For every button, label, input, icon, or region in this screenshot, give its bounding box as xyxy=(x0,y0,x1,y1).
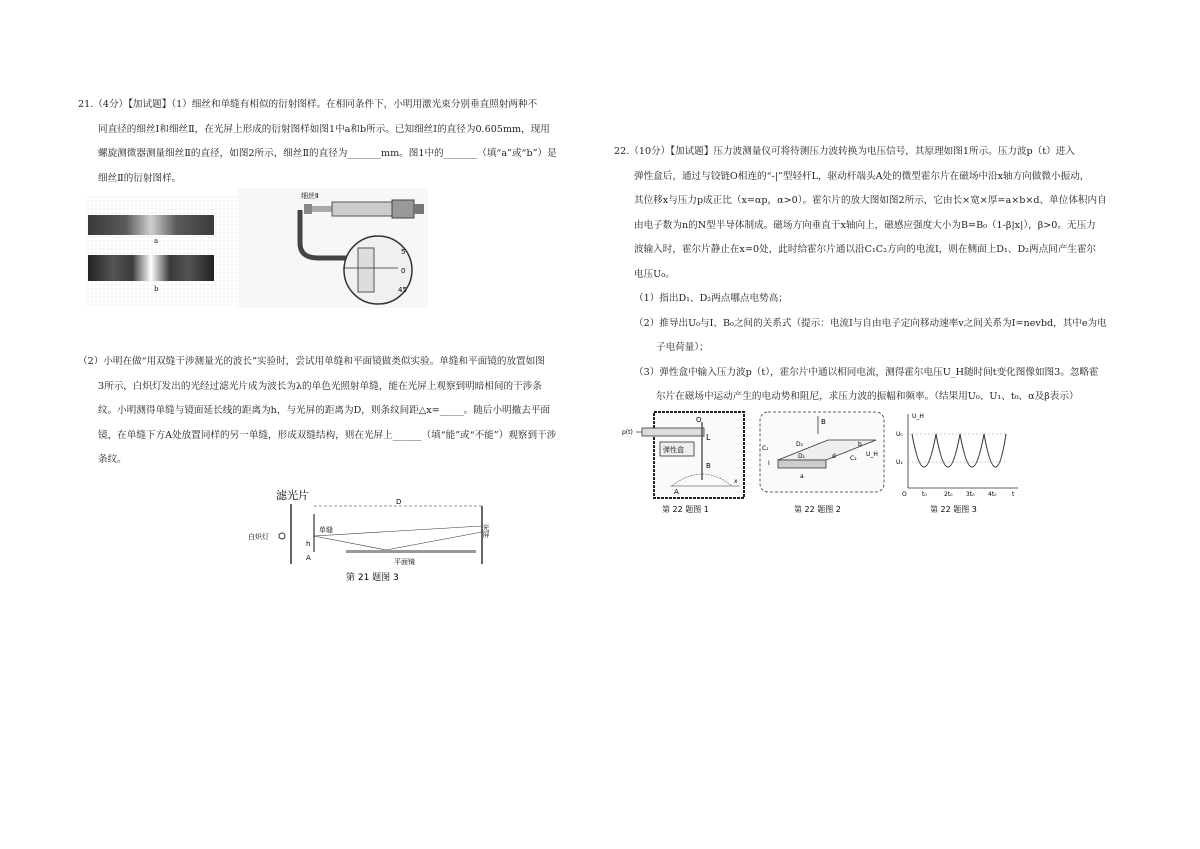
q21-p2-line-2: 3所示，白炽灯发出的光经过滤光片成为波长为λ的单色光照射单缝，能在光屏上观察到明暗相间的干涉条 xyxy=(98,380,542,392)
lamp-label: 白炽灯 xyxy=(248,533,269,541)
fig3-caption: 第 21 题图 3 xyxy=(346,573,399,583)
q21-p2-line-4: 镜，在单缝下方A处放置同样的另一单缝，形成双缝结构，则在光屏上______（填“能”或“不能”）观察到干涉 xyxy=(98,429,557,441)
q22-figure-3 xyxy=(894,410,1024,518)
label-a: a xyxy=(154,237,159,245)
fig1-caption: 第 22 题图 1 xyxy=(662,505,709,514)
q21-figure-3 xyxy=(246,484,502,586)
C1-label: C₁ xyxy=(762,445,769,452)
h-label: h xyxy=(306,540,311,548)
q21-p2-line-5: 条纹。 xyxy=(98,454,127,465)
q21-line-2: 同直径的细丝Ⅰ和细丝Ⅱ，在光屏上形成的衍射图样如图1中a和b所示。已知细丝Ⅰ的直径为0.605mm，现用 xyxy=(98,123,550,135)
q22-sub-2: （2）推导出U₀与I、B₀之间的关系式（提示：电流I与自由电子定向移动速率v之间关系为I=nevbd，其中e为电 xyxy=(634,317,1107,329)
q22-sub-3: （3）弹性盒中输入压力波p（t），霍尔片中通以相同电流，测得霍尔电压U_H随时间t变化图像如图3。忽略霍 xyxy=(634,366,1099,378)
question-21-part-2 xyxy=(78,350,593,473)
t0-tick: t₀ xyxy=(922,491,927,498)
L-label: L xyxy=(706,433,711,442)
label-b: b xyxy=(154,285,159,293)
ray-1 xyxy=(314,526,482,536)
B-label: B xyxy=(706,462,711,470)
U1-tick: U₁ xyxy=(896,459,903,466)
thimble xyxy=(392,200,414,218)
q21-line-4: 细丝Ⅱ的衍射图样。 xyxy=(98,172,182,184)
q22-line-3: 其位移x与压力p成正比（x=αp，α>0）。霍尔片的放大图如图2所示，它由长×宽×厚=a×b×d、单位体积内自 xyxy=(634,195,1107,206)
q21-line-3: 螺旋测微器测量细丝Ⅱ的直径，如图2所示，细丝Ⅱ的直径为_______mm。图1中的_______（填“a”或“b”）是 xyxy=(98,148,557,159)
ray-3 xyxy=(386,532,482,550)
A-label: A xyxy=(674,488,679,496)
slit-label: 单缝 xyxy=(319,526,333,534)
q21-p2-line-1: （2）小明在做“用双缝干涉测量光的波长”实验时，尝试用单缝和平面镜做类似实验。单缝和平面镜的放置如图 xyxy=(78,356,545,367)
y-label: U_H xyxy=(912,413,924,420)
scale-5: 5 xyxy=(401,248,406,256)
q21-figure-2-micrometer xyxy=(238,188,428,308)
q22-line-4: 由电子数为n的N型半导体制成。磁场方向垂直于x轴向上，磁感应强度大小为B=B₀（1-β|x|），β>0。无压力 xyxy=(634,219,1096,231)
spindle xyxy=(312,206,332,212)
screen-label: 光屏 xyxy=(482,524,490,538)
q22-figure-2 xyxy=(758,410,888,518)
q22-line-5: 波输入时，霍尔片静止在x=0处，此时给霍尔片通以沿C₁C₂方向的电流I，则在侧面上D₁、D₂两点间产生霍尔 xyxy=(634,244,1097,255)
micrometer-label: 细丝Ⅱ xyxy=(301,192,319,200)
diffraction-pattern-a xyxy=(88,215,214,235)
2t0-tick: 2t₀ xyxy=(944,491,953,498)
question-22 xyxy=(614,140,1134,410)
q21-line-1: 21.（4分）【加试题】（1）细丝和单缝有相似的衍射图样。在相同条件下，小明用激光束分别垂直照射两种不 xyxy=(78,99,538,110)
fig2-caption: 第 22 题图 2 xyxy=(794,505,841,514)
q22-sub-2-cont: 子电荷量）； xyxy=(656,342,709,353)
ray-2 xyxy=(314,536,386,550)
p-label: p(t) xyxy=(622,429,633,436)
fig3-caption: 第 22 题图 3 xyxy=(930,505,977,514)
plane-mirror xyxy=(346,550,476,553)
D-label: D xyxy=(396,498,402,506)
scale-0: 0 xyxy=(401,267,406,275)
origin-tick: O xyxy=(902,491,907,498)
d-label: d xyxy=(832,453,836,460)
box-label: 弹性盒 xyxy=(663,446,684,454)
q21-p2-line-3: 纹。小明测得单缝与镜面延长线的距离为h，与光屏的距离为D，则条纹间距△x=_____。随后小明撤去平面 xyxy=(98,405,551,416)
D1-label: D₁ xyxy=(798,453,806,460)
sleeve xyxy=(332,202,392,216)
C2-label: C₂ xyxy=(850,455,857,462)
q22-line-6: 电压U₀。 xyxy=(634,268,675,280)
filter-label: 滤光片 xyxy=(276,489,309,502)
UH-label: U_H xyxy=(866,451,878,458)
A-label: A xyxy=(306,554,311,562)
anvil xyxy=(304,204,312,214)
UH-curve xyxy=(912,434,1006,467)
hall-plate-side xyxy=(778,460,826,468)
4t0-tick: 4t₀ xyxy=(988,491,997,498)
I-label: I xyxy=(768,460,770,467)
B-label: B xyxy=(821,418,826,426)
scale-45: 45 xyxy=(398,286,407,294)
q22-sub-3-cont: 尔片在磁场中运动产生的电动势和阻尼，求压力波的振幅和频率。（结果用U₀、U₁、t₀、α及β表示） xyxy=(656,391,1079,402)
U0-tick: U₀ xyxy=(896,431,903,438)
O-label: O xyxy=(696,416,702,424)
x-label: x xyxy=(734,478,738,485)
q22-sub-1: （1）指出D₁、D₂两点哪点电势高； xyxy=(634,293,788,304)
a-label: a xyxy=(800,473,804,480)
b-label: b xyxy=(858,441,862,448)
t-label: t xyxy=(1012,491,1015,498)
mirror-label: 平面镜 xyxy=(394,558,415,566)
q22-figure-1 xyxy=(620,408,755,518)
question-21 xyxy=(78,93,593,191)
lamp-icon xyxy=(279,533,285,539)
D2-label: D₂ xyxy=(796,441,804,448)
q22-line-2: 弹性盒后，通过与铰链O相连的“-|”型轻杆L，驱动杆端头A处的微型霍尔片在磁场中沿x轴方向做微小振动， xyxy=(634,170,1090,182)
ratchet xyxy=(414,204,424,214)
q22-line-1: 22.（10分）【加试题】压力波测量仪可将待测压力波转换为电压信号，其原理如图1所示。压力波p（t）进入 xyxy=(614,146,1075,157)
diffraction-pattern-b xyxy=(88,255,214,281)
q21-figure-1 xyxy=(86,195,238,305)
3t0-tick: 3t₀ xyxy=(966,491,975,498)
